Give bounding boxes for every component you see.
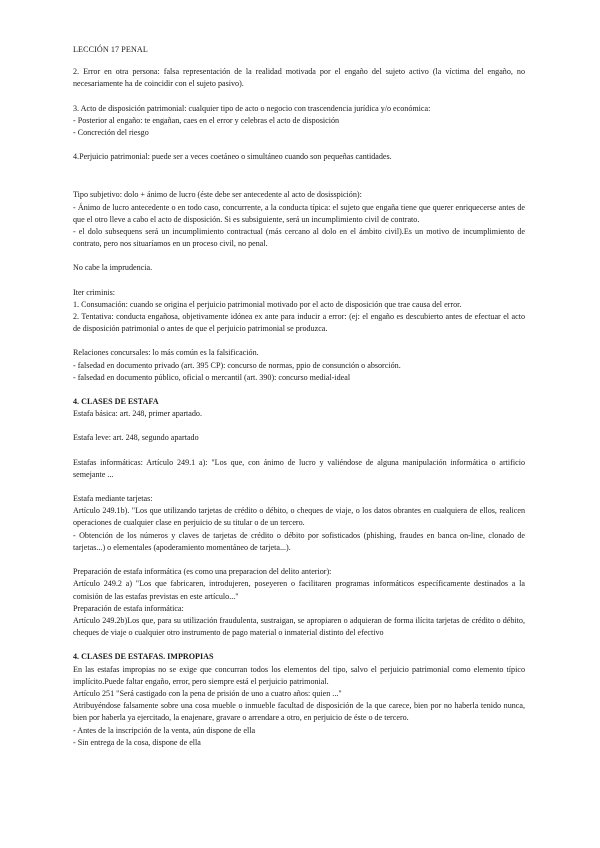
list-item: - Posterior al engaño: te engañan, caes en el error y celebras el acto de disposición [73, 115, 340, 125]
list-item: - Antes de la inscripción de la venta, aún dispone de ella [73, 725, 256, 735]
list-item: - falsedad en documento público, oficial o mercantil (art. 390): concurso medial-ideal [73, 372, 351, 382]
paragraph-perjuicio-patrimonial: 4.Perjuicio patrimonial: puede ser a veces coetáneo o simultáneo cuando son pequeñas cantidades. [73, 152, 392, 162]
list-item: - Obtención de los números y claves de tarjetas de crédito o débito por sofisticados (phishing, fraudes en banca on-line, clonado de tarjetas...) o elementales (apoderamiento momentáneo de tarjeta...). [73, 530, 525, 552]
paragraph-articulo-249-2a: Artículo 249.2 a) "Los que fabricaren, introdujeren, poseyeren o facilitaren programas informáticos específicamente destinados a la comisión de las estafas previstas en este artículo..." [73, 579, 525, 601]
paragraph-tipo-subjetivo: Tipo subjetivo: dolo + ánimo de lucro (éste debe ser antecedente al acto de dosisspición): [73, 190, 362, 200]
paragraph-estafas-impropias: En las estafas impropias no se exige que concurran todos los elementos del tipo, salvo el perjuicio patrimonial como elemento típico implícito.Puede faltar engaño, error, pero siempre está el perjuicio patrimonial. [73, 664, 525, 686]
list-item: - falsedad en documento privado (art. 395 CP): concurso de normas, ppio de consunción o absorción. [73, 360, 401, 370]
paragraph-articulo-249-1b: Artículo 249.1b). "Los que utilizando tarjetas de crédito o débito, o cheques de viaje, o los datos obrantes en cualquiera de ellos, realicen operaciones de cualquier clase en perjuicio de su titular o de un tercero. [73, 506, 525, 528]
iter-criminis-title: Iter criminis: [73, 287, 116, 297]
list-item: - Ánimo de lucro antecedente o en todo caso, concurrente, a la conducta típica: el sujeto que engaña tiene que querer enriquecerse antes de que el otro lleve a cabo el acto de disposición. Si es subsiguiente, será un incumplimiento civil de contrato. [73, 202, 525, 224]
page-title: LECCIÓN 17 PENAL [73, 45, 148, 54]
estafa-tarjetas-title: Estafa mediante tarjetas: [73, 494, 153, 504]
list-item: - Concreción del riesgo [73, 128, 149, 138]
section-heading-estafas-impropias: 4. CLASES DE ESTAFAS. IMPROPIAS [73, 652, 214, 662]
list-item: - Sin entrega de la cosa, dispone de ella [73, 737, 201, 747]
paragraph-relaciones-concursales: Relaciones concursales: lo más común es la falsificación. [73, 348, 259, 358]
paragraph-estafa-basica: Estafa básica: art. 248, primer apartado. [73, 409, 202, 419]
paragraph-atribuyendose: Atribuyéndose falsamente sobre una cosa mueble o inmueble facultad de disposición de la que carece, bien por no haberla tenido nunca, bien por haberla ya ejercitado, la enajenare, gravare o arrendare a otro, en perjuicio de éste o de tercero. [73, 701, 525, 723]
section-heading-clases-estafa: 4. CLASES DE ESTAFA [73, 397, 159, 407]
paragraph-estafa-leve: Estafa leve: art. 248, segundo apartado [73, 433, 199, 443]
list-item: 2. Tentativa: conducta engañosa, objetivamente idónea ex ante para inducir a error: (ej: el engaño es descubierto antes de efectuar el acto de disposición patrimonial o antes de que el perjuicio patrimonial se produzca. [73, 312, 525, 334]
document-page [73, 44, 525, 749]
paragraph-estafas-informaticas: Estafas informáticas: Artículo 249.1 a): "Los que, con ánimo de lucro y valiéndose de alguna manipulación informática o artificio semejante ... [73, 457, 525, 479]
paragraph-articulo-249-2b: Artículo 249.2b)Los que, para su utilización fraudulenta, sustraigan, se apropiaren o adquieran de forma ilícita tarjetas de crédito o débito, cheques de viaje o cualquier otro instrumento de pago material o inmaterial distinto del efectivo [73, 615, 525, 638]
paragraph-imprudencia: No cabe la imprudencia. [73, 263, 153, 273]
paragraph-articulo-251: Artículo 251 "Será castigado con la pena de prisión de uno a cuatro años: quien ..." [73, 688, 342, 698]
paragraph-error-otra-persona: 2. Error en otra persona: falsa representación de la realidad motivada por el engaño del sujeto activo (la víctima del engaño, no necesariamente ha de coincidir con el sujeto pasivo). [73, 67, 525, 89]
list-item: - el dolo subsequens será un incumplimiento contractual (más cercano al dolo en el ámbito civil).Es un motivo de incumplimiento de contrato, pero nos situaríamos en un proceso civil, no penal. [73, 227, 525, 249]
list-item: 1. Consumación: cuando se origina el perjuicio patrimonial motivado por el acto de disposición que trae causa del error. [73, 299, 462, 309]
paragraph-preparacion-estafa: Preparación de estafa informática (es como una preparacion del delito anterior): [73, 567, 332, 577]
paragraph-preparacion-estafa-2: Preparación de estafa informática: [73, 603, 184, 613]
paragraph-acto-disposicion: 3. Acto de disposición patrimonial: cualquier tipo de acto o negocio con trascendencia jurídica y/o económica: [73, 103, 431, 113]
